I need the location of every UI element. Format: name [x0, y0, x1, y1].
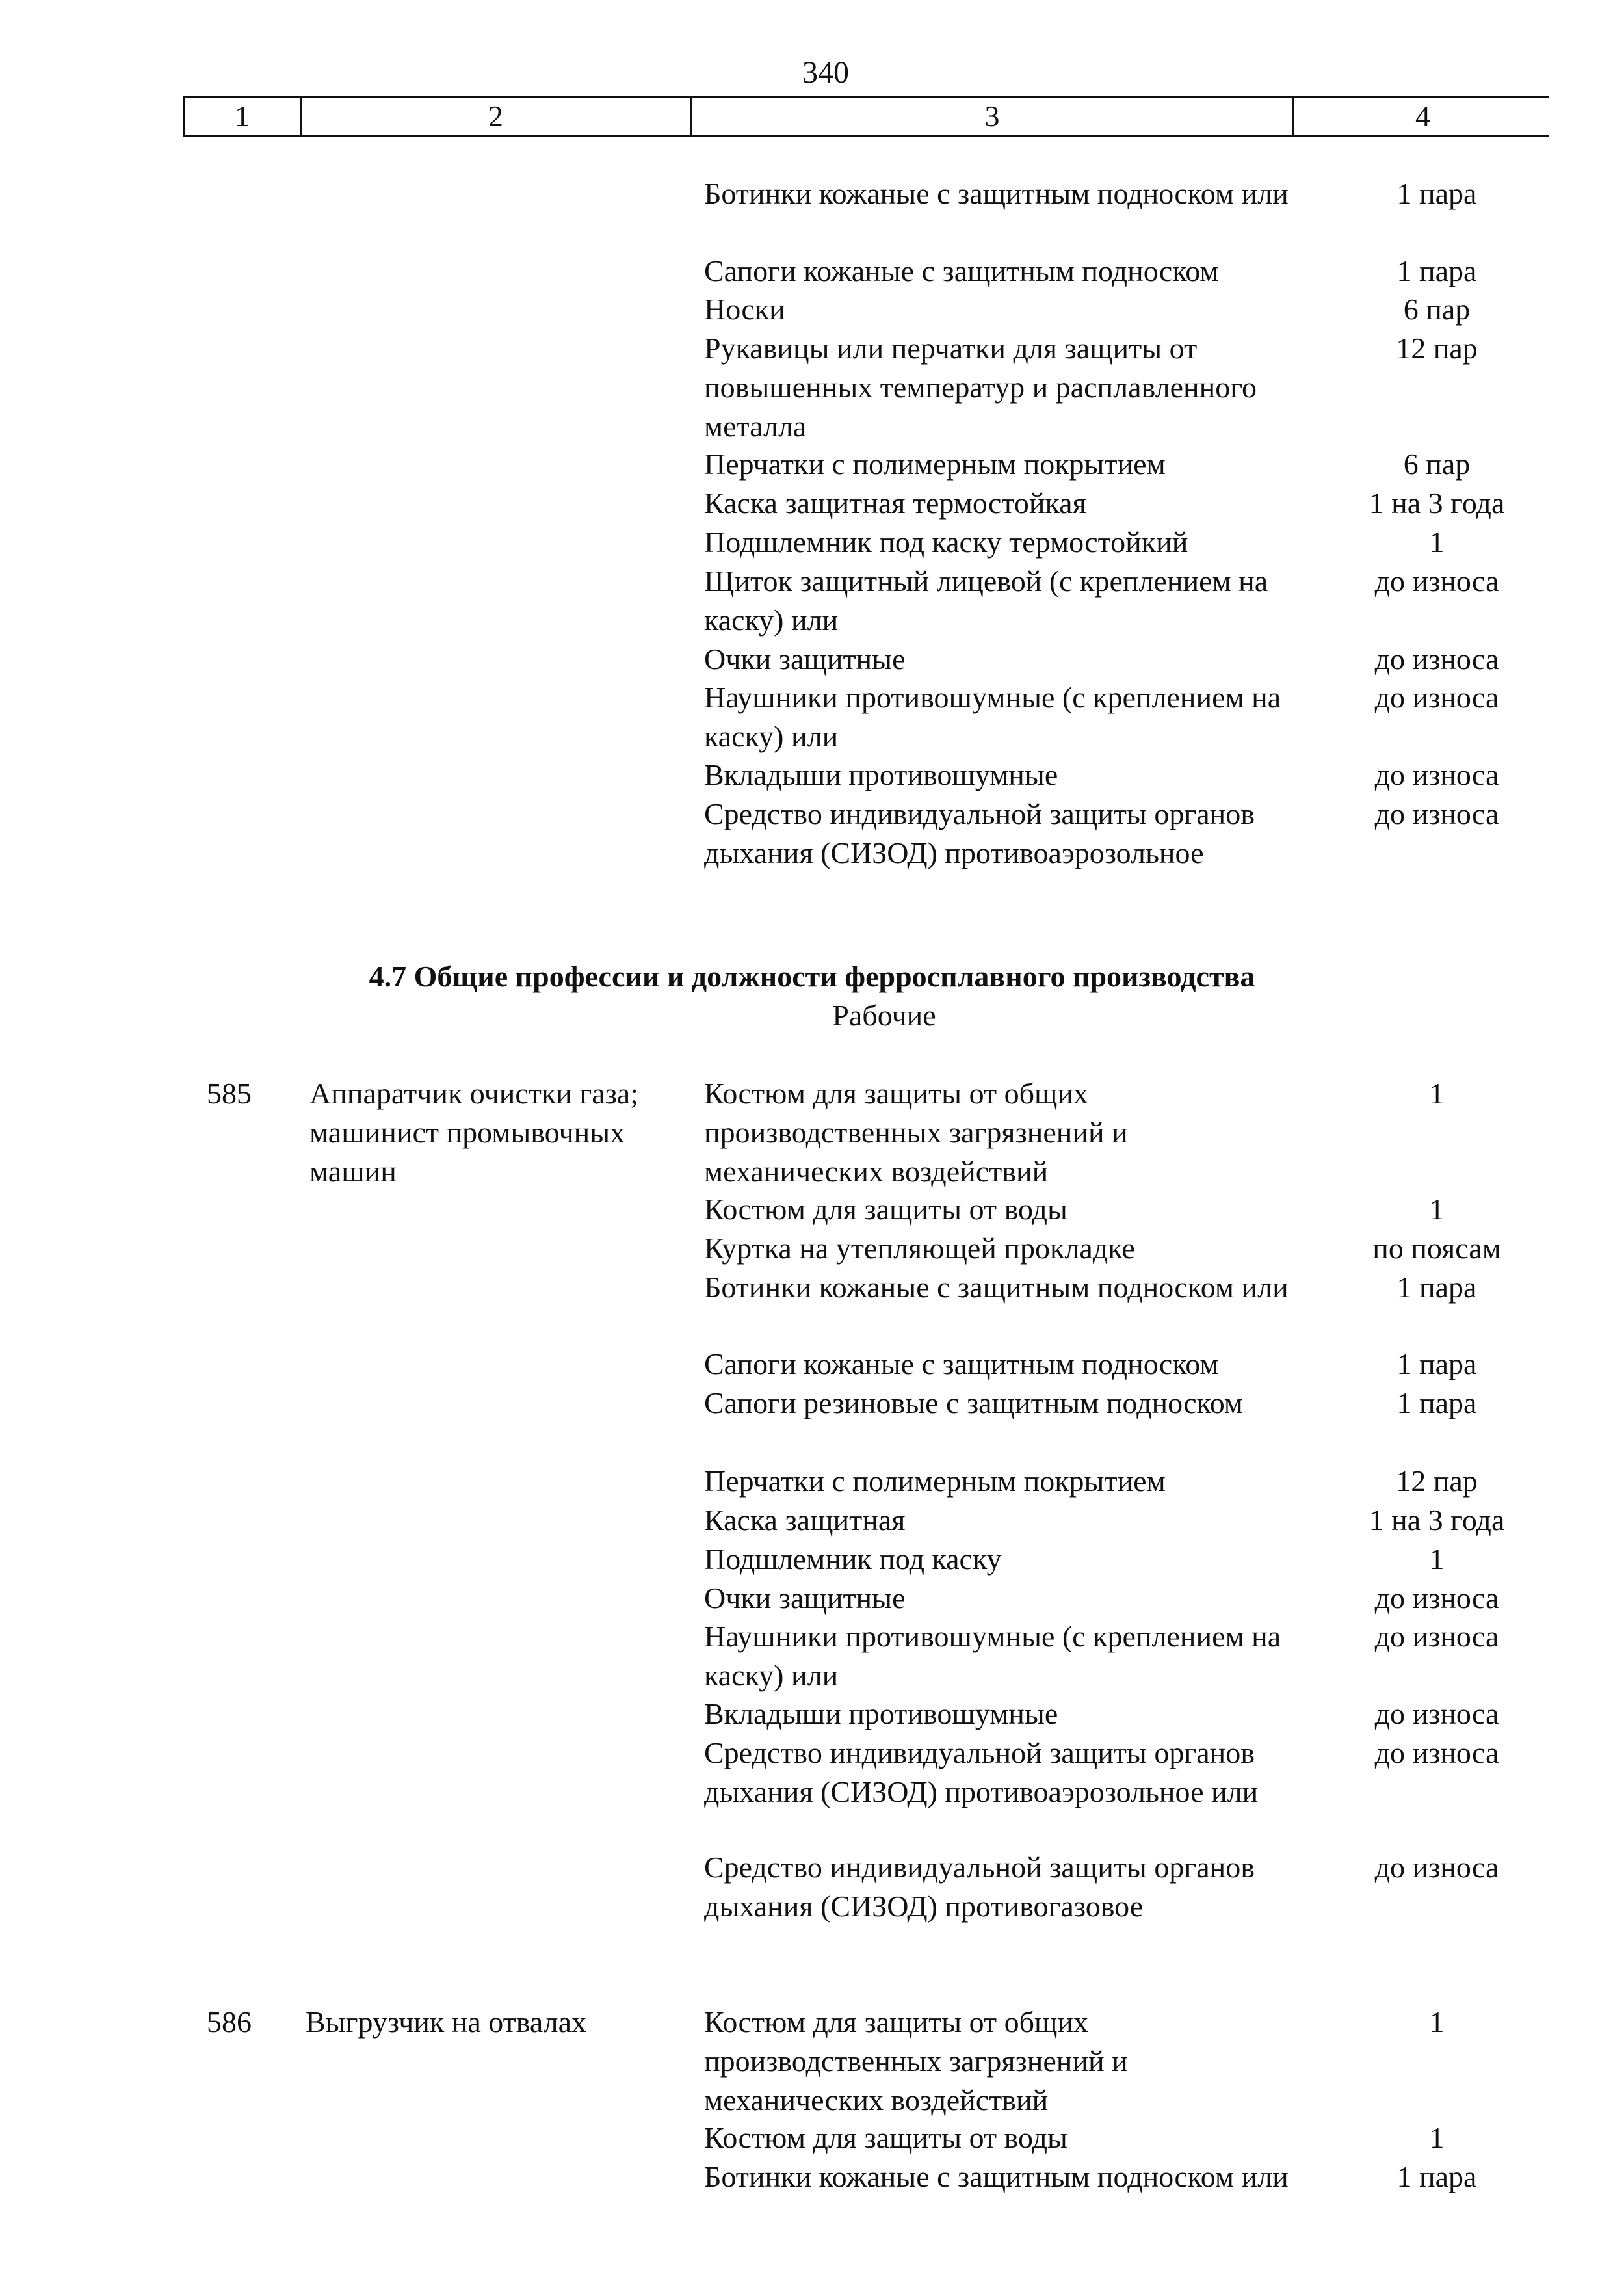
item-qty: до износа — [1374, 1851, 1499, 1884]
item-name: Сапоги кожаные с защитным подноском — [704, 254, 1219, 287]
item-qty: 1 — [1429, 1193, 1445, 1226]
item-qty: до износа — [1374, 642, 1499, 676]
table-header-col-2: 2 — [302, 98, 692, 135]
item-name: Каска защитная термостойкая — [704, 486, 1086, 520]
item-name: Костюм для защиты от общих производственных загрязнений и механических воздействий — [704, 1077, 1128, 1188]
item-qty: 12 пар — [1396, 332, 1478, 365]
entry-number: 586 — [207, 2005, 252, 2039]
item-name: Рукавицы или перчатки для защиты от повышенных температур и расплавленного металла — [704, 332, 1257, 443]
item-name: Ботинки кожаные с защитным подноском или — [704, 2160, 1289, 2193]
item-name: Подшлемник под каску термостойкий — [704, 525, 1188, 559]
item-qty: 1 — [1429, 2121, 1445, 2154]
item-name: Ботинки кожаные с защитным подноском или — [704, 1271, 1289, 1304]
item-name: Очки защитные — [704, 1581, 906, 1615]
item-qty: до износа — [1374, 1697, 1499, 1730]
item-qty: до износа — [1374, 1736, 1499, 1769]
item-qty: 1 пара — [1396, 2160, 1477, 2193]
table-header-row — [183, 96, 1549, 137]
item-name: Средство индивидуальной защиты органов дыхания (СИЗОД) противоаэрозольное или — [704, 1736, 1259, 1808]
item-name: Костюм для защиты от воды — [704, 1193, 1067, 1226]
item-name: Вкладыши противошумные — [704, 758, 1058, 791]
item-name: Каска защитная — [704, 1503, 906, 1537]
item-qty: до износа — [1374, 1581, 1499, 1615]
item-qty: 6 пар — [1403, 293, 1471, 326]
item-qty: 1 — [1429, 1077, 1445, 1110]
item-name: Подшлемник под каску — [704, 1542, 1002, 1576]
page-number: 340 — [802, 55, 849, 90]
entry-number: 585 — [207, 1077, 252, 1110]
item-name: Наушники противошумные (с креплением на каску) или — [704, 681, 1281, 753]
section-subtitle: Рабочие — [832, 999, 936, 1032]
table-header-col-3: 3 — [692, 98, 1294, 135]
table-header-col-1: 1 — [185, 98, 302, 135]
item-qty: 1 — [1429, 1542, 1445, 1576]
item-qty: по поясам — [1372, 1232, 1501, 1265]
item-name: Сапоги кожаные с защитным подноском — [704, 1347, 1219, 1380]
item-name: Щиток защитный лицевой (с креплением на каску) или — [704, 564, 1268, 637]
entry-profession: Выгрузчик на отвалах — [306, 2005, 587, 2039]
item-name: Средство индивидуальной защиты органов дыхания (СИЗОД) противогазовое — [704, 1851, 1255, 1923]
table-header-col-4: 4 — [1415, 99, 1430, 133]
section-title: 4.7 Общие профессии и должности ферросплавного производства — [369, 960, 1255, 993]
item-qty: 1 на 3 года — [1369, 1503, 1505, 1537]
item-name: Перчатки с полимерным покрытием — [704, 1464, 1166, 1498]
item-qty: 1 пара — [1396, 1386, 1477, 1419]
item-qty: 1 — [1429, 2005, 1445, 2039]
item-qty: до износа — [1374, 797, 1499, 830]
item-name: Наушники противошумные (с креплением на каску) или — [704, 1620, 1281, 1692]
entry-profession: Аппаратчик очистки газа; машинист промывочных машин — [309, 1077, 638, 1188]
item-name: Перчатки с полимерным покрытием — [704, 447, 1166, 481]
item-qty: 12 пар — [1396, 1464, 1478, 1498]
item-name: Куртка на утепляющей прокладке — [704, 1232, 1135, 1265]
item-name: Костюм для защиты от воды — [704, 2121, 1067, 2154]
item-name: Ботинки кожаные с защитным подноском или — [704, 177, 1289, 210]
item-qty: до износа — [1374, 564, 1499, 598]
item-name: Костюм для защиты от общих производственных загрязнений и механических воздействий — [704, 2005, 1128, 2117]
item-qty: до износа — [1374, 1620, 1499, 1653]
item-qty: 1 на 3 года — [1369, 486, 1505, 520]
item-qty: до износа — [1374, 681, 1499, 714]
item-qty: 1 пара — [1396, 177, 1477, 210]
item-qty: 1 — [1429, 525, 1445, 559]
item-name: Вкладыши противошумные — [704, 1697, 1058, 1730]
item-name: Очки защитные — [704, 642, 906, 676]
item-qty: до износа — [1374, 758, 1499, 791]
item-qty: 1 пара — [1396, 1347, 1477, 1380]
item-name: Сапоги резиновые с защитным подноском — [704, 1386, 1243, 1419]
item-name: Средство индивидуальной защиты органов дыхания (СИЗОД) противоаэрозольное — [704, 797, 1255, 869]
item-qty: 1 пара — [1396, 254, 1477, 287]
item-qty: 1 пара — [1396, 1271, 1477, 1304]
item-qty: 6 пар — [1403, 447, 1471, 481]
item-name: Носки — [704, 293, 785, 326]
